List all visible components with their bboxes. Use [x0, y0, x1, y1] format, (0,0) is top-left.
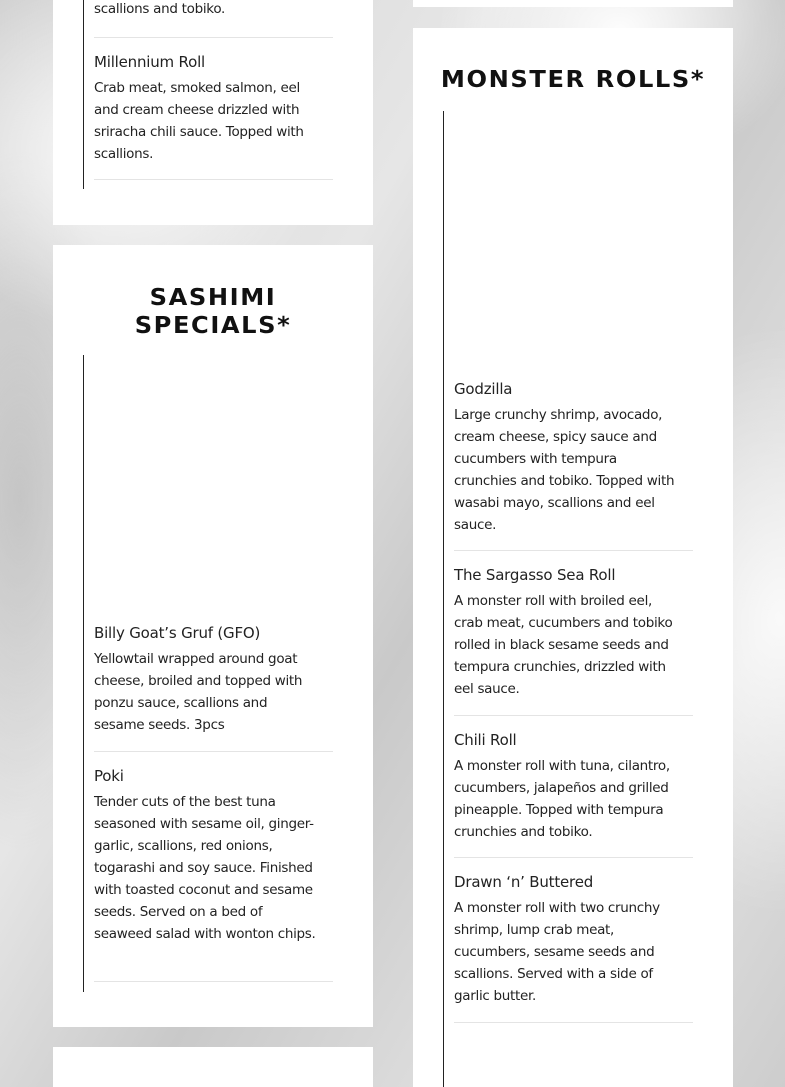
- item-name: Poki: [94, 767, 124, 785]
- item-divider: [94, 981, 333, 982]
- item-description: Tender cuts of the best tuna seasoned with sesame oil, ginger-garlic, scallions, red onions, togarashi and soy sauce. Finished with toasted coconut and sesame seeds. Served on a bed of seaweed salad with wonton chips.: [94, 794, 316, 942]
- item-description-continued: scallions and tobiko.: [94, 1, 226, 17]
- item-name: Chili Roll: [454, 731, 517, 749]
- item-divider: [454, 550, 693, 551]
- item-divider: [454, 1022, 693, 1023]
- menu-item-godzilla: [454, 379, 694, 536]
- item-divider: [94, 37, 333, 38]
- menu-card-sashimi-specials: [53, 245, 373, 1027]
- menu-item-sargasso-sea-roll: [454, 565, 694, 700]
- menu-card-previous-section-right: [413, 0, 733, 7]
- item-name: The Sargasso Sea Roll: [454, 566, 616, 584]
- section-title: MONSTER ROLLS*: [440, 67, 706, 93]
- item-description: Large crunchy shrimp, avocado, cream cheese, spicy sauce and cucumbers with tempura crunchies and tobiko. Topped with wasabi mayo, scallions and eel sauce.: [454, 407, 675, 533]
- item-name: Billy Goat’s Gruf (GFO): [94, 624, 261, 642]
- menu-card-next-section: [53, 1047, 373, 1087]
- menu-item-billy-goats-gruf: [94, 623, 334, 736]
- section-title: SASHIMI SPECIALS*: [134, 285, 292, 339]
- item-name: Millennium Roll: [94, 53, 206, 71]
- item-description: A monster roll with tuna, cilantro, cucumbers, jalapeños and grilled pineapple. Topped with tempura crunchies and tobiko.: [454, 758, 670, 840]
- item-description: A monster roll with broiled eel, crab meat, cucumbers and tobiko rolled in black sesame seeds and tempura crunchies, drizzled with eel sauce.: [454, 593, 673, 697]
- item-name: Godzilla: [454, 380, 513, 398]
- item-divider: [94, 751, 333, 752]
- item-description: Crab meat, smoked salmon, eel and cream cheese drizzled with sriracha chili sauce. Topped with scallions.: [94, 80, 304, 162]
- item-divider: [454, 857, 693, 858]
- menu-item-chili-roll: [454, 730, 694, 843]
- menu-item-poki: [94, 766, 334, 945]
- item-description: A monster roll with two crunchy shrimp, lump crab meat, cucumbers, sesame seeds and scallions. Served with a side of garlic butter.: [454, 900, 660, 1004]
- menu-card-previous-section: [53, 0, 373, 225]
- menu-item-drawn-n-buttered: [454, 872, 694, 1007]
- section-accent-line: [83, 0, 84, 189]
- item-divider: [454, 715, 693, 716]
- section-accent-line: [443, 111, 444, 1087]
- item-name: Drawn ‘n’ Buttered: [454, 873, 594, 891]
- item-divider: [94, 179, 333, 180]
- item-description: Yellowtail wrapped around goat cheese, broiled and topped with ponzu sauce, scallions and sesame seeds. 3pcs: [94, 651, 303, 733]
- section-accent-line: [83, 355, 84, 992]
- menu-card-monster-rolls: [413, 28, 733, 1087]
- menu-item-millennium-roll: [94, 52, 334, 165]
